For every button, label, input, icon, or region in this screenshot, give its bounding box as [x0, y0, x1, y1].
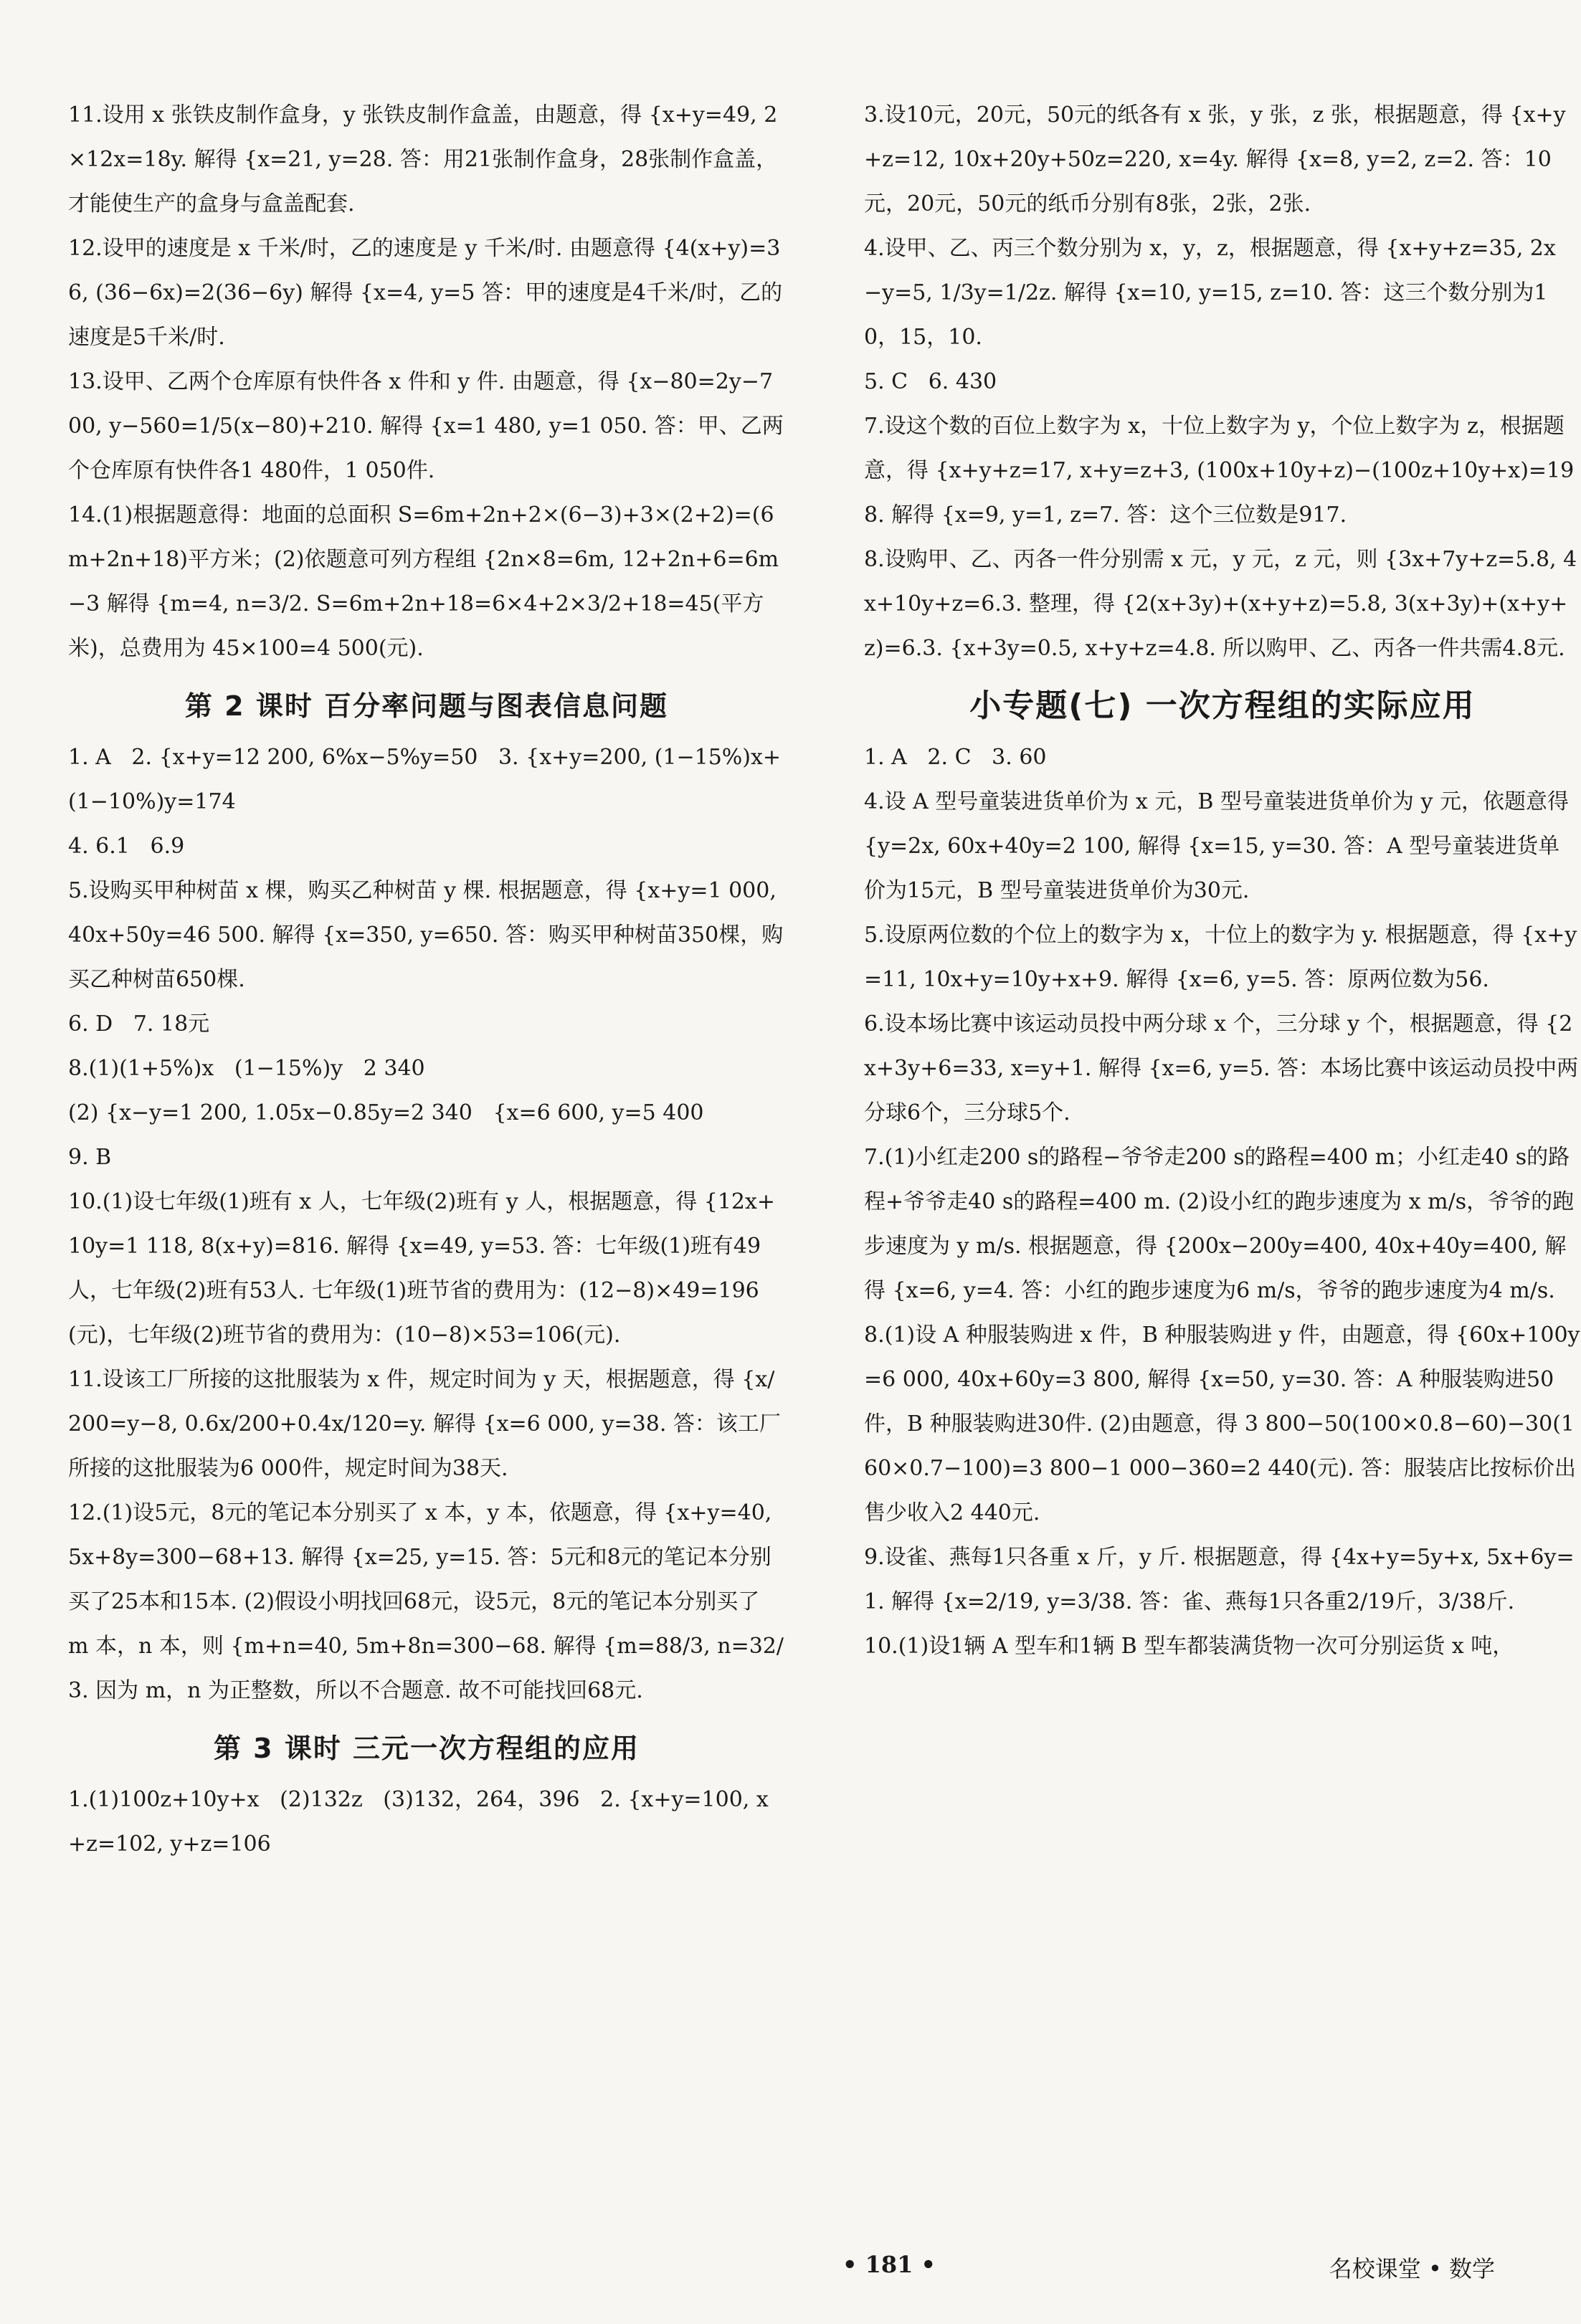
answer-item: 8.设购甲、乙、丙各一件分别需 x 元，y 元，z 元，则 {3x+7y+z=5.8, 4x+10y+z=6.3. 整理，得 {2(x+3y)+(x+y+z)=5.8, 3(x+3y)+(x+y+z)=6.3. {x+3y=0.5, x+y+z=4.8. 所以购甲、乙、丙各一件共需4.8元. [864, 547, 1577, 661]
answer-item: 3.设10元，20元，50元的纸各有 x 张，y 张，z 张，根据题意，得 {x+y+z=12, 10x+20y+50z=220, x=4y. 解得 {x=8, y=2, z=2. 答：10元，20元，50元的纸币分别有8张，2张，2张. [864, 103, 1566, 216]
section-heading: 小专题(七) 一次方程组的实际应用 [969, 687, 1476, 724]
answer-item: (2) {x−y=1 200, 1.05x−0.85y=2 340 {x=6 600, y=5 400 [68, 1100, 704, 1125]
answer-item: 5.设原两位数的个位上的数字为 x，十位上的数字为 y. 根据题意，得 {x+y=11, 10x+y=10y+x+9. 解得 {x=6, y=5. 答：原两位数为56. [864, 923, 1577, 992]
answer-item: 5. C 6. 430 [864, 369, 997, 394]
right-column [864, 93, 1581, 1669]
answer-item: 1. A 2. {x+y=12 200, 6%x−5%y=50 3. {x+y=200, (1−15%)x+(1−10%)y=174 [68, 745, 782, 814]
answer-item: 9. B [68, 1145, 112, 1170]
book-brand: 名校课堂 • 数学 [1329, 2255, 1495, 2282]
answer-item: 11.设用 x 张铁皮制作盒身，y 张铁皮制作盒盖，由题意，得 {x+y=49, 2×12x=18y. 解得 {x=21, y=28. 答：用21张制作盒身，28张制作盒盖，才能使生产的盒身与盒盖配套. [68, 103, 778, 216]
answer-item: 12.设甲的速度是 x 千米/时，乙的速度是 y 千米/时. 由题意得 {4(x+y)=36, (36−6x)=2(36−6y) 解得 {x=4, y=5 答：甲的速度是4千米/时，乙的速度是5千米/时. [68, 236, 783, 350]
answer-item: 10.(1)设1辆 A 型车和1辆 B 型车都装满货物一次可分别运货 x 吨， [864, 1634, 1514, 1659]
answer-item: 9.设雀、燕每1只各重 x 斤，y 斤. 根据题意，得 {4x+y=5y+x, 5x+6y=1. 解得 {x=2/19, y=3/38. 答：雀、燕每1只各重2/19斤，3/38斤. [864, 1545, 1575, 1614]
left-column [68, 93, 785, 1867]
page-footer [68, 2251, 1495, 2294]
section-heading: 第 2 课时 百分率问题与图表信息问题 [184, 690, 669, 722]
answer-item: 5.设购买甲种树苗 x 棵，购买乙种树苗 y 棵. 根据题意，得 {x+y=1 000, 40x+50y=46 500. 解得 {x=350, y=650. 答：购买甲种树苗350棵，购买乙种树苗650棵. [68, 878, 784, 992]
section-heading: 第 3 课时 三元一次方程组的应用 [213, 1733, 640, 1764]
answer-item: 8.(1)(1+5%)x (1−15%)y 2 340 [68, 1056, 425, 1081]
answer-item: 7.(1)小红走200 s的路程−爷爷走200 s的路程=400 m；小红走40 s的路程+爷爷走40 s的路程=400 m. (2)设小红的跑步速度为 x m/s，爷爷的跑步速度为 y m/s. 根据题意，得 {200x−200y=400, 40x+40y=400, 解得 {x=6, y=4. 答：小红的跑步速度为6 m/s，爷爷的跑步速度为4 m/s. [864, 1145, 1575, 1303]
answer-item: 1. A 2. C 3. 60 [864, 745, 1047, 770]
answer-item: 13.设甲、乙两个仓库原有快件各 x 件和 y 件. 由题意，得 {x−80=2y−700, y−560=1/5(x−80)+210. 解得 {x=1 480, y=1 050. 答：甲、乙两个仓库原有快件各1 480件，1 050件. [68, 369, 784, 483]
answer-item: 4.设甲、乙、丙三个数分别为 x，y，z，根据题意，得 {x+y+z=35, 2x−y=5, 1/3y=1/2z. 解得 {x=10, y=15, z=10. 答：这三个数分别为10，15，10. [864, 236, 1556, 350]
answer-item: 4. 6.1 6.9 [68, 834, 185, 859]
answer-item: 6.设本场比赛中该运动员投中两分球 x 个，三分球 y 个，根据题意，得 {2x+3y+6=33, x=y+1. 解得 {x=6, y=5. 答：本场比赛中该运动员投中两分球6个，三分球5个. [864, 1011, 1579, 1125]
answer-item: 8.(1)设 A 种服装购进 x 件，B 种服装购进 y 件，由题意，得 {60x+100y=6 000, 40x+60y=3 800, 解得 {x=50, y=30. 答：A 种服装购进50件，B 种服装购进30件. (2)由题意，得 3 800−50(100×0.8−60)−30(160×0.7−100)=3 800−1 000−360=2 440(元). 答：服装店比按标价出售少收入2 440元. [864, 1323, 1580, 1525]
answer-item: 14.(1)根据题意得：地面的总面积 S=6m+2n+2×(6−3)+3×(2+2)=(6m+2n+18)平方米；(2)依题意可列方程组 {2n×8=6m, 12+2n+6=6m−3 解得 {m=4, n=3/2. S=6m+2n+18=6×4+2×3/2+18=45(平方米)，总费用为 45×100=4 500(元). [68, 503, 779, 661]
answer-item: 4.设 A 型号童装进货单价为 x 元，B 型号童装进货单价为 y 元，依题意得 {y=2x, 60x+40y=2 100, 解得 {x=15, y=30. 答：A 型号童装进货单价为15元，B 型号童装进货单价为30元. [864, 789, 1576, 903]
page-number: • 181 • [842, 2251, 936, 2278]
answer-item: 12.(1)设5元，8元的笔记本分别买了 x 本，y 本，依题意，得 {x+y=40, 5x+8y=300−68+13. 解得 {x=25, y=15. 答：5元和8元的笔记本分别买了25本和15本. (2)假设小明找回68元，设5元，8元的笔记本分别买了 m 本，n 本，则 {m+n=40, 5m+8n=300−68. 解得 {m=88/3, n=32/3. 因为 m，n 为正整数，所以不合题意. 故不可能找回68元. [68, 1500, 784, 1703]
answer-item: 7.设这个数的百位上数字为 x，十位上数字为 y，个位上数字为 z，根据题意，得 {x+y+z=17, x+y=z+3, (100x+10y+z)−(100z+10y+x)=198. 解得 {x=9, y=1, z=7. 答：这个三位数是917. [864, 414, 1575, 528]
answer-item: 11.设该工厂所接的这批服装为 x 件，规定时间为 y 天，根据题意，得 {x/200=y−8, 0.6x/200+0.4x/120=y. 解得 {x=6 000, y=38. 答：该工厂所接的这批服装为6 000件，规定时间为38天. [68, 1367, 781, 1481]
answer-item: 1.(1)100z+10y+x (2)132z (3)132，264，396 2. {x+y=100, x+z=102, y+z=106 [68, 1787, 769, 1857]
answer-item: 6. D 7. 18元 [68, 1011, 210, 1037]
answer-item: 10.(1)设七年级(1)班有 x 人，七年级(2)班有 y 人，根据题意，得 {12x+10y=1 118, 8(x+y)=816. 解得 {x=49, y=53. 答：七年级(1)班有49人，七年级(2)班有53人. 七年级(1)班节省的费用为：(12−8)×49=196(元)，七年级(2)班节省的费用为：(10−8)×53=106(元). [68, 1189, 776, 1348]
